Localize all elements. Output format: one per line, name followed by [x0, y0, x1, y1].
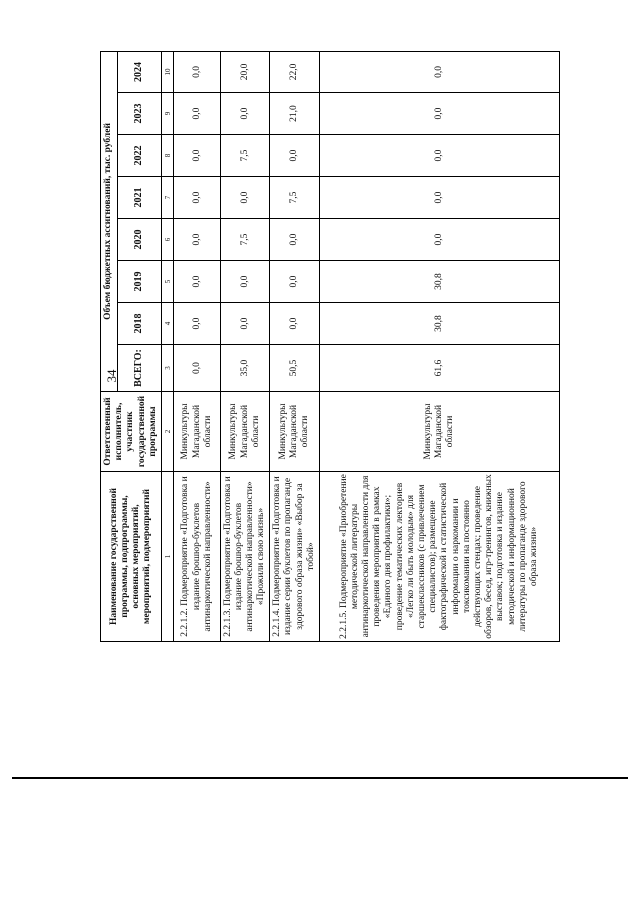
column-number: 5	[162, 261, 174, 303]
row-executor: Минкультуры Магаданской области	[319, 392, 559, 472]
column-number: 6	[162, 219, 174, 261]
row-value: 0,0	[319, 51, 559, 92]
row-name: 2.2.1.5. Подмероприятие «Приобретение методической литературы антинаркотической направленности для проведения мероприятий в рамках «Единого дня профилактики»; проведение тематических лекториев «Легко ли быть молодым» для старшеклассников (с привлечением специалистов); размещение фактографической и статистической информации о наркомании и токсикомании на постоянно действующих стендах; проведение обзоров, бесед, игр-тренингов, книжных выставок; подготовка и издание методической и информационной литературы по пропаганде здорового образа жизни»	[319, 472, 559, 642]
column-number: 7	[162, 177, 174, 219]
row-value: 0,0	[270, 135, 319, 177]
row-value: 0,0	[174, 303, 221, 345]
row-value: 0,0	[174, 93, 221, 135]
table-row	[270, 51, 319, 641]
bottom-rule	[12, 777, 628, 779]
column-number: 1	[162, 472, 174, 642]
rotated-table-container	[100, 52, 560, 642]
table-row	[174, 51, 221, 641]
column-number: 10	[162, 51, 174, 92]
row-executor: Минкультуры Магаданской области	[270, 392, 319, 472]
budget-table	[100, 51, 560, 642]
column-number: 8	[162, 135, 174, 177]
header-executor: Ответственный исполнитель, участник государственной программы	[101, 392, 162, 472]
row-value: 0,0	[174, 135, 221, 177]
table-row	[221, 51, 270, 641]
row-name: 2.2.1.3. Подмероприятие «Подготовка и издание брошюр-буклетов антинаркотической направленности» «Прожили свою жизнь»	[221, 472, 270, 642]
column-number: 4	[162, 303, 174, 345]
row-value: 0,0	[221, 303, 270, 345]
row-value: 0,0	[319, 219, 559, 261]
row-executor: Минкультуры Магаданской области	[174, 392, 221, 472]
row-value: 0,0	[270, 303, 319, 345]
row-value: 0,0	[319, 135, 559, 177]
row-value: 7,5	[270, 177, 319, 219]
row-value: 0,0	[174, 219, 221, 261]
row-value: 0,0	[221, 177, 270, 219]
header-year: 2018	[117, 303, 161, 345]
header-total: ВСЕГО:	[117, 345, 161, 392]
column-number: 9	[162, 93, 174, 135]
row-value: 0,0	[221, 93, 270, 135]
row-value: 20,0	[221, 51, 270, 92]
table-row	[319, 51, 559, 641]
column-number: 2	[162, 392, 174, 472]
row-value: 0,0	[319, 177, 559, 219]
row-value: 0,0	[319, 93, 559, 135]
row-name: 2.2.1.2. Подмероприятие «Подготовка и издание брошюр-буклетов антинаркотической направленности»	[174, 472, 221, 642]
row-name: 2.2.1.4. Подмероприятие «Подготовка и издание серии буклетов по пропаганде здорового образа жизни» «Выбор за тобой»	[270, 472, 319, 642]
row-total: 50,5	[270, 345, 319, 392]
row-value: 0,0	[174, 177, 221, 219]
header-year: 2020	[117, 219, 161, 261]
column-number-row	[162, 51, 174, 641]
row-value: 0,0	[174, 261, 221, 303]
header-budget: Объем бюджетных ассигнований, тыс. рублей	[101, 51, 118, 391]
row-executor: Минкультуры Магаданской области	[221, 392, 270, 472]
row-value: 0,0	[221, 261, 270, 303]
row-value: 22,0	[270, 51, 319, 92]
header-year: 2019	[117, 261, 161, 303]
row-value: 0,0	[174, 51, 221, 92]
header-year: 2024	[117, 51, 161, 92]
header-year: 2023	[117, 93, 161, 135]
row-value: 7,5	[221, 219, 270, 261]
header-year: 2022	[117, 135, 161, 177]
row-value: 7,5	[221, 135, 270, 177]
row-value: 30,8	[319, 303, 559, 345]
column-number: 3	[162, 345, 174, 392]
header-year: 2021	[117, 177, 161, 219]
row-value: 30,8	[319, 261, 559, 303]
row-value: 0,0	[270, 261, 319, 303]
row-total: 61,6	[319, 345, 559, 392]
row-value: 21,0	[270, 93, 319, 135]
row-total: 35,0	[221, 345, 270, 392]
row-value: 0,0	[270, 219, 319, 261]
row-total: 0,0	[174, 345, 221, 392]
page-number: 34	[104, 369, 119, 383]
header-name: Наименование государственной программы, подпрограммы, основных мероприятий, мероприятий, подмероприятий	[101, 472, 162, 642]
